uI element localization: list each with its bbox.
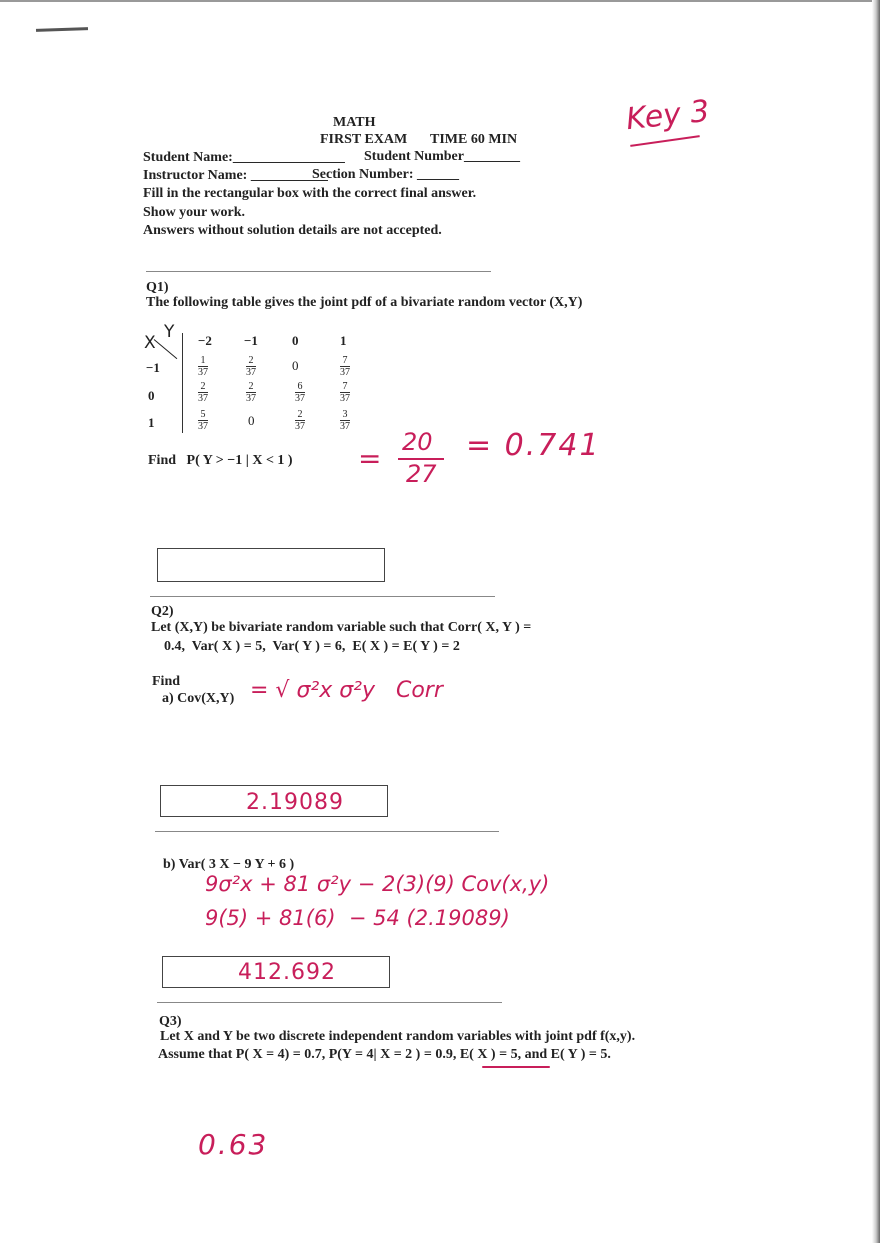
section-number-label: Section Number: ______ [312, 167, 459, 182]
q1-answer-box[interactable] [157, 548, 385, 582]
exam-title: FIRST EXAM [320, 132, 408, 147]
divider [155, 831, 499, 832]
q2-label: Q2) [151, 604, 174, 619]
scan-right-edge [872, 0, 880, 1243]
instruction-fill-box: Fill in the rectangular box with the correct final answer. [143, 186, 477, 201]
q3-label: Q3) [159, 1014, 182, 1029]
cell-r3-c3: $\frac{2}{37}$ [295, 409, 305, 432]
corner-diagonal [154, 339, 178, 359]
divider [150, 596, 495, 597]
q3-text-line1: Let X and Y be two discrete independent random variables with joint pdf f(x,y). [160, 1029, 636, 1044]
student-name-label: Student Name:________________ [143, 150, 345, 165]
instruction-show-work: Show your work. [143, 205, 246, 220]
table-vertical-rule [182, 333, 183, 433]
q1-hand-decimal: = 0.741 [466, 428, 601, 463]
cell-r3-c2: 0 [248, 413, 255, 428]
divider [146, 271, 491, 272]
q1-find: Find P( Y > −1 | X < 1 ) [148, 453, 293, 468]
q1-text: The following table gives the joint pdf of a bivariate random vector (X,Y) [146, 295, 583, 310]
row-header-2: 0 [148, 388, 155, 403]
cell-r1-c2: $\frac{2}{37}$ [246, 355, 256, 378]
q2b-hand-answer: 412.692 [238, 960, 336, 985]
row-header-1: −1 [146, 360, 160, 375]
cell-r2-c4: $\frac{7}{37}$ [340, 381, 350, 404]
course-title: MATH [333, 115, 376, 130]
cell-r2-c3: $\frac{6}{37}$ [295, 381, 305, 404]
q2-find: Find [152, 674, 181, 689]
key-underline [630, 135, 700, 147]
cell-r3-c1: $\frac{5}{37}$ [198, 409, 208, 432]
col-header-4: 1 [340, 333, 347, 348]
cell-r1-c1: $\frac{1}{37}$ [198, 355, 208, 378]
col-header-1: −2 [198, 333, 212, 348]
col-header-3: 0 [292, 333, 299, 348]
divider [157, 1002, 502, 1003]
student-number-label: Student Number________ [364, 149, 520, 164]
instruction-details: Answers without solution details are not accepted. [143, 223, 442, 238]
cell-r3-c4: $\frac{3}{37}$ [340, 409, 350, 432]
instructor-name-label: Instructor Name: ___________ [143, 168, 328, 183]
q2b-hand-work-line2: 9(5) + 81(6) − 54 (2.19089) [205, 906, 510, 930]
q3-text-line2: Assume that P( X = 4) = 0.7, P(Y = 4| X = 2 ) = 0.9, E( X ) = 5, and E( Y ) = 5. [158, 1047, 611, 1062]
cell-r2-c1: $\frac{2}{37}$ [198, 381, 208, 404]
q3-hand-note: 0.63 [198, 1128, 269, 1161]
scan-staple-mark [36, 27, 88, 32]
col-header-2: −1 [244, 333, 258, 348]
q2b-hand-work-line1: 9σ²x + 81 σ²y − 2(3)(9) Cov(x,y) [205, 872, 550, 896]
row-header-3: 1 [148, 415, 155, 430]
cell-r1-c3: 0 [292, 358, 299, 373]
q2a-hand-answer: 2.19089 [246, 790, 344, 815]
q3-hand-underline [482, 1066, 550, 1068]
table-corner-x: X [144, 333, 156, 353]
q2-text-line2: 0.4, Var( X ) = 5, Var( Y ) = 6, E( X ) = E( Y ) = 2 [164, 639, 460, 654]
scan-top-edge [0, 0, 880, 2]
table-corner-y: Y [164, 322, 175, 342]
q1-hand-denominator: 27 [406, 460, 437, 488]
handwritten-key: Key 3 [624, 93, 712, 138]
cell-r1-c4: $\frac{7}{37}$ [340, 355, 350, 378]
q2-part-b: b) Var( 3 X − 9 Y + 6 ) [163, 857, 295, 872]
q2-text-line1: Let (X,Y) be bivariate random variable such that Corr( X, Y ) = [151, 620, 532, 635]
q1-hand-numerator: 20 [402, 428, 433, 456]
cell-r2-c2: $\frac{2}{37}$ [246, 381, 256, 404]
q1-hand-equals: = [358, 442, 382, 475]
exam-time: TIME 60 MIN [430, 132, 518, 147]
q2-part-a: a) Cov(X,Y) [162, 691, 235, 706]
q1-label: Q1) [146, 280, 169, 295]
q2a-hand-work: = √ σ²x σ²y Corr [250, 678, 443, 703]
